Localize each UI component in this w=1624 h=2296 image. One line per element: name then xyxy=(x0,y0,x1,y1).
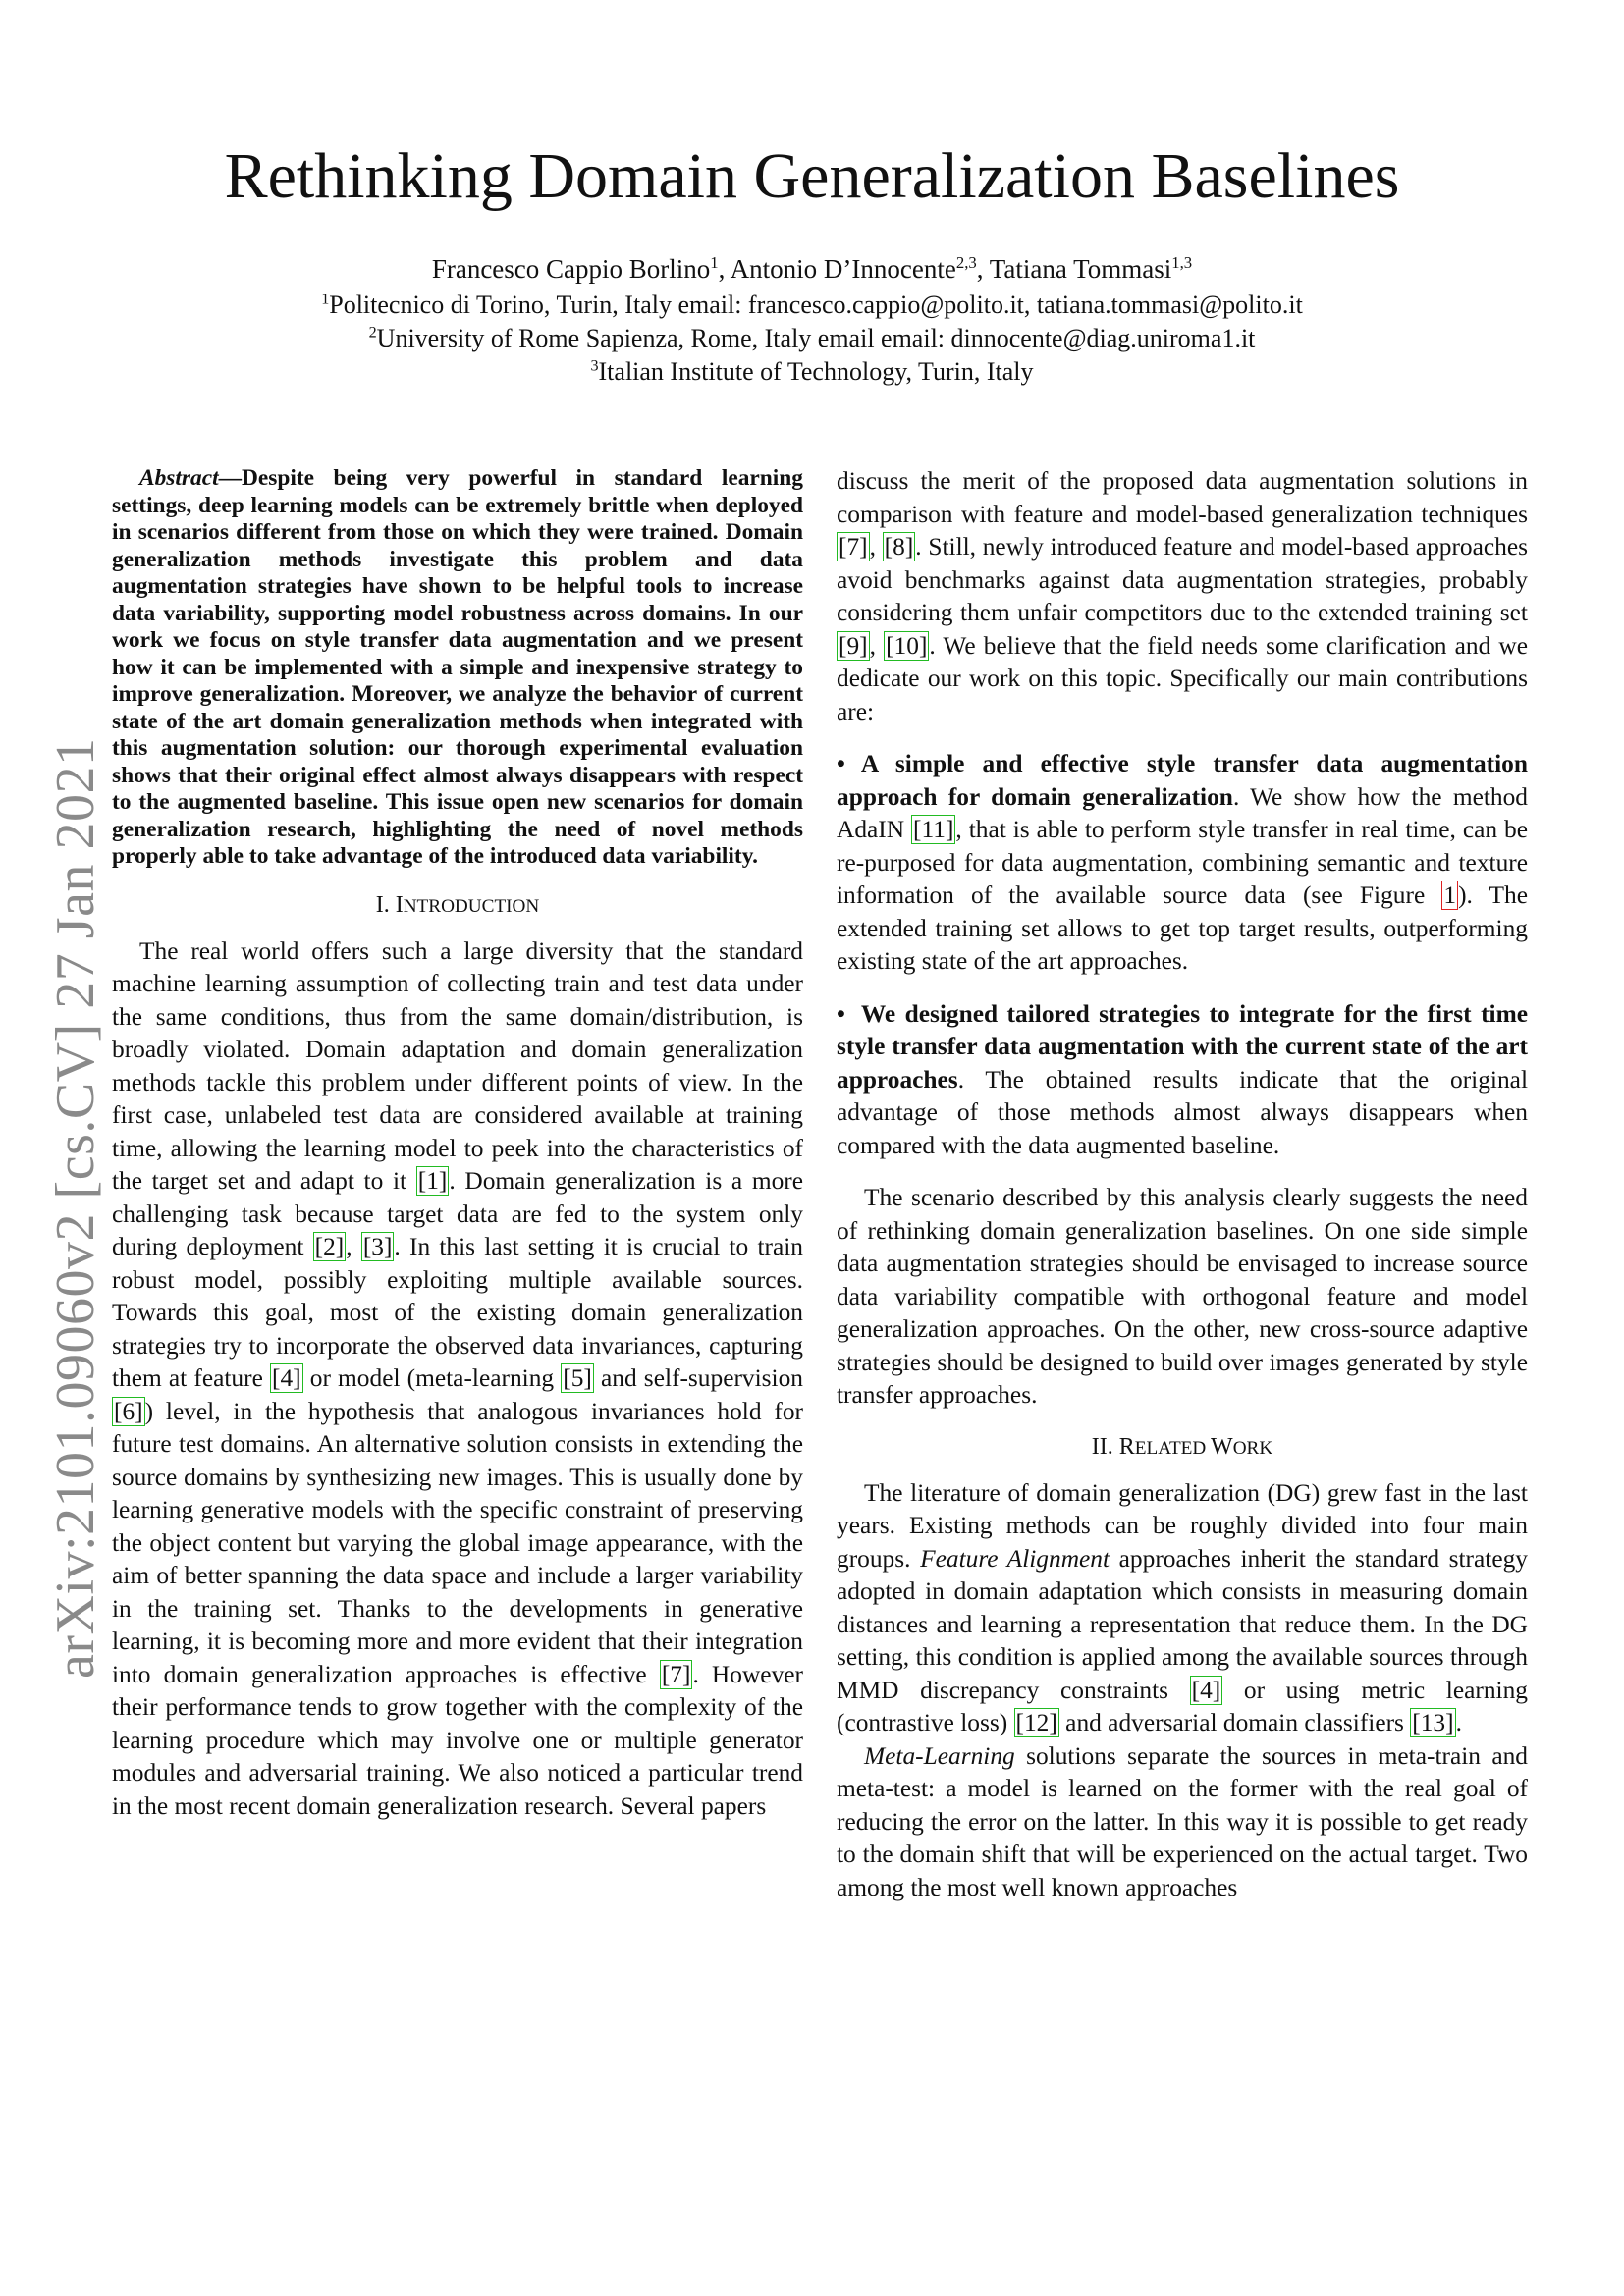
section-number: II. xyxy=(1091,1433,1119,1460)
scenario-paragraph: The scenario described by this analysis clearly suggests the need of rethinking domain generalization baselines. On one side simple data augmentation strategies should be envisaged to increase source data variability compatible with orthogonal feature and model generalization approaches. On the other, new cross-source adaptive strategies should be designed to build over images generated by style transfer approaches. xyxy=(837,1184,1528,1409)
citation-link[interactable]: [8] xyxy=(884,533,914,561)
body-text: . xyxy=(1455,1709,1462,1736)
body-text: solutions separate the sources in meta-train and meta-test: a model is learned on the former with the real goal of reducing the error on the latter. In this way it is possible to get ready to the domain shift that will be experienced on the actual target. Two among the most well known approaches xyxy=(837,1741,1528,1901)
affiliation-2-text: University of Rome Sapienza, Rome, Italy email email: dinnocente@diag.uniroma1.it xyxy=(376,324,1256,352)
body-text-italic: Feature Alignment xyxy=(920,1544,1110,1573)
bullet-heading: A simple and effective style transfer data augmentation approach for domain generalization xyxy=(837,750,1528,811)
section-title-rest: NTRODUCTION xyxy=(403,895,540,917)
citation-link[interactable]: [3] xyxy=(362,1233,393,1260)
affiliation-3-mark: 3 xyxy=(590,357,599,375)
author-3-affil: 1,3 xyxy=(1171,253,1193,272)
figure-link[interactable]: 1 xyxy=(1443,881,1457,909)
author-3: , Tatiana Tommasi xyxy=(976,254,1172,284)
section-title-initial: R xyxy=(1118,1433,1135,1460)
affiliation-1 xyxy=(0,289,1624,322)
spacer xyxy=(837,1162,1528,1182)
affiliation-1-mark: 1 xyxy=(321,291,330,308)
body-text: . Still, newly introduced feature and model-based approaches avoid benchmarks against data augmentation strategies, probably considering them unfair competitors due to the extended training set xyxy=(837,533,1528,626)
left-column xyxy=(112,465,803,1823)
section-title-rest: ELATED xyxy=(1134,1437,1212,1459)
related-paragraph-1 xyxy=(837,1477,1528,1740)
citation-link[interactable]: [7] xyxy=(839,533,868,561)
contrib-intro-paragraph xyxy=(837,465,1528,728)
affiliation-3-text: Italian Institute of Technology, Turin, Italy xyxy=(598,357,1034,386)
affiliation-2 xyxy=(0,322,1624,355)
affiliation-2-mark: 2 xyxy=(368,324,377,342)
section-title-initial: W xyxy=(1211,1433,1233,1460)
citation-link[interactable]: [2] xyxy=(314,1233,345,1260)
section-title-initial: I xyxy=(395,891,404,918)
citation-link[interactable]: [9] xyxy=(839,631,868,660)
citation-link[interactable]: [12] xyxy=(1015,1709,1057,1736)
intro-text: . In this last setting it is crucial to train robust model, possibly exploiting multiple available sources. Towards this goal, most of the existing domain generalization strategies try to incorporate the observed data invariances, capturing them at feature xyxy=(112,1233,803,1392)
body-text: , xyxy=(869,533,883,561)
citation-link[interactable]: [6] xyxy=(114,1397,143,1425)
abstract-text: —Despite being very powerful in standard learning settings, deep learning models can be extremely brittle when deployed in scenarios different from those on which they were trained. Domain generalization methods investigate this problem and data augmentation strategies have shown to be helpful tools to increase data variability, supporting model robustness across domains. In our work we focus on style transfer data augmentation and we present how it can be implemented with a simple and inexpensive strategy to improve generalization. Moreover, we analyze the behavior of current state of the art domain generalization methods when integrated with this augmentation solution: our thorough experimental evaluation shows that their original effect almost always disappears with respect to the augmented baseline. This issue open new scenarios for domain generalization research, highlighting the need of novel methods properly able to take advantage of the introduced data variability. xyxy=(112,465,803,869)
arxiv-stamp: arXiv:2101.09060v2 [cs.CV] 27 Jan 2021 xyxy=(45,737,106,1679)
body-text: discuss the merit of the proposed data augmentation solutions in comparison with feature and model-based generalization techniques xyxy=(837,467,1528,528)
right-column xyxy=(837,465,1528,1904)
body-text: . The obtained results indicate that the original advantage of those methods almost always disappears when compared with the data augmented baseline. xyxy=(837,1065,1528,1159)
citation-link[interactable]: [4] xyxy=(272,1364,301,1392)
intro-paragraph xyxy=(112,935,803,1824)
section-introduction-heading xyxy=(112,890,803,922)
intro-text: and self-supervision xyxy=(593,1364,803,1392)
body-text-italic: Meta-Learning xyxy=(864,1741,1015,1770)
section-related-work-heading xyxy=(837,1432,1528,1464)
intro-text: ) level, in the hypothesis that analogous invariances hold for future test domains. An alternative solution consists in extending the source domains by synthesizing new images. This is usually done by learning generative models with the specific constraint of preserving the object content but varying the global image appearance, with the aim of better spanning the data space and include a larger variability in the training set. Thanks to the developments in generative learning, it is becoming more and more evident that their integration into domain generalization approaches is effective xyxy=(112,1397,803,1688)
intro-text: . Domain generalization is a more challenging task because target data are fed to the system only during deployment xyxy=(112,1167,803,1260)
section-title-rest: ORK xyxy=(1232,1437,1273,1459)
body-text: and adversarial domain classifiers xyxy=(1058,1709,1411,1736)
citation-link[interactable]: [13] xyxy=(1412,1709,1454,1736)
citation-link[interactable]: [4] xyxy=(1191,1676,1221,1704)
author-1-affil: 1 xyxy=(710,253,719,272)
related-paragraph-2 xyxy=(837,1740,1528,1905)
body-text: approaches inherit the standard strategy adopted in domain adaptation which consists in measuring domain distances and learning a representation that reduce them. In the DG setting, this condition is applied among the available sources through MMD discrepancy constraints xyxy=(837,1544,1528,1704)
body-text: . We believe that the field needs some clarification and we dedicate our work on this topic. Specifically our main contributions are: xyxy=(837,631,1528,725)
citation-link[interactable]: [5] xyxy=(563,1364,592,1392)
abstract xyxy=(112,465,803,871)
intro-text: or model (meta-learning xyxy=(302,1364,562,1392)
abstract-label: Abstract xyxy=(139,465,219,491)
body-text: , xyxy=(869,631,885,660)
intro-text: . However their performance tends to grow together with the complexity of the learning procedure which may involve one or multiple generator modules and adversarial training. We also noticed a particular trend in the most recent domain generalization research. Several papers xyxy=(112,1660,803,1820)
author-1: Francesco Cappio Borlino xyxy=(431,254,711,284)
author-2-affil: 2,3 xyxy=(955,253,977,272)
bullet-heading: We designed tailored strategies to integrate for the first time style transfer data augmentation with the current state of the art approaches xyxy=(837,999,1528,1094)
citation-link[interactable]: [1] xyxy=(417,1167,448,1195)
bullet-mark: • xyxy=(837,999,845,1028)
affiliation-3 xyxy=(0,355,1624,389)
citation-link[interactable]: [7] xyxy=(661,1660,691,1688)
contribution-bullet-1 xyxy=(837,748,1528,979)
body-text: ). The extended training set allows to get top target results, outperforming existing state of the art approaches. xyxy=(837,881,1528,975)
affiliation-1-text: Politecnico di Torino, Turin, Italy email: francesco.cappio@polito.it, tatiana.tommasi@polito.it xyxy=(329,291,1303,319)
citation-link[interactable]: [11] xyxy=(913,816,954,843)
body-text: , that is able to perform style transfer in real time, can be re-purposed for data augmentation, combining semantic and texture information of the available source data (see Figure xyxy=(837,816,1528,909)
author-line xyxy=(0,251,1624,287)
citation-link[interactable]: [10] xyxy=(886,631,928,660)
body-text: . We show how the method AdaIN xyxy=(837,782,1529,843)
author-2: , Antonio D’Innocente xyxy=(718,254,956,284)
body-text: or using metric learning (contrastive loss) xyxy=(837,1676,1528,1736)
body-text: The literature of domain generalization (DG) grew fast in the last years. Existing methods can be roughly divided into four main groups. xyxy=(837,1478,1528,1573)
paper-title: Rethinking Domain Generalization Baselines xyxy=(224,140,1400,212)
intro-text: The real world offers such a large diversity that the standard machine learning assumption of collecting train and test data under the same conditions, thus from the same domain/distribution, is broadly violated. Domain adaptation and domain generalization methods tackle this problem under different points of view. In the first case, unlabeled test data are considered available at training time, allowing the learning model to peek into the characteristics of the target set and adapt to it xyxy=(112,936,803,1195)
section-number: I. xyxy=(375,891,396,918)
contribution-bullet-2 xyxy=(837,998,1528,1163)
intro-text: , xyxy=(346,1233,361,1260)
bullet-mark: • xyxy=(837,750,845,777)
